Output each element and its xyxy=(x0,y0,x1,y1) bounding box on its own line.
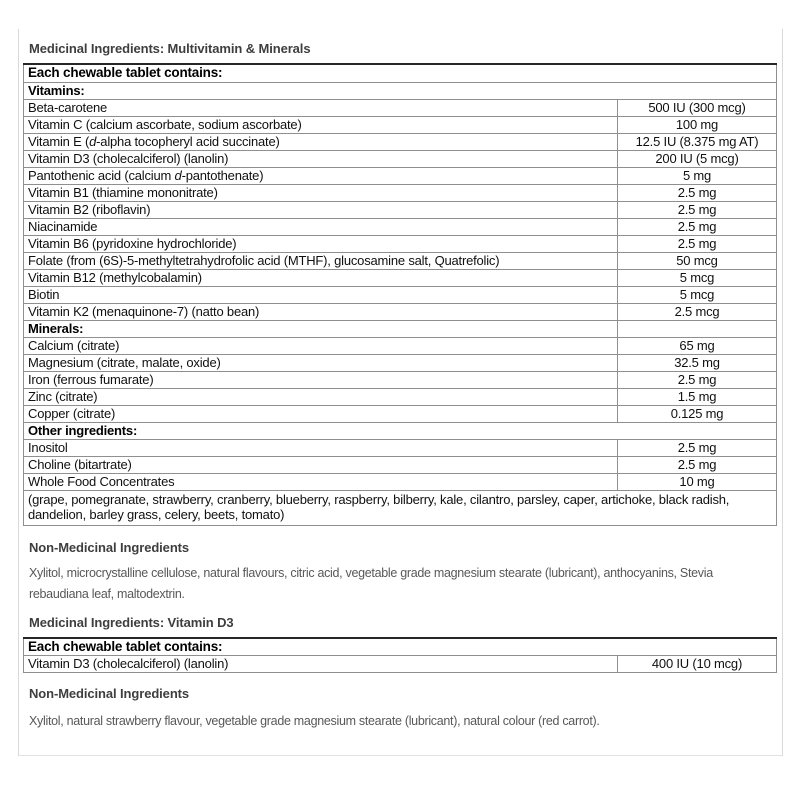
section-row-other-ingredients xyxy=(24,422,777,439)
ingredient-value: 2.5 mg xyxy=(618,218,777,235)
section-label: Vitamins: xyxy=(24,82,777,99)
ingredient-row xyxy=(24,201,777,218)
ingredient-value: 10 mg xyxy=(618,473,777,490)
ingredient-label: Vitamin D3 (cholecalciferol) (lanolin) xyxy=(24,656,618,673)
ingredient-label: Biotin xyxy=(24,286,618,303)
ingredient-row xyxy=(24,656,777,673)
ingredient-row xyxy=(24,405,777,422)
ingredient-row xyxy=(24,354,777,371)
ingredient-row xyxy=(24,473,777,490)
ingredient-value: 2.5 mg xyxy=(618,456,777,473)
ingredient-label: Beta-carotene xyxy=(24,99,618,116)
ingredient-label: Vitamin B1 (thiamine mononitrate) xyxy=(24,184,618,201)
ingredient-value: 5 mcg xyxy=(618,269,777,286)
ingredient-label: Calcium (citrate) xyxy=(24,337,618,354)
ingredient-row xyxy=(24,218,777,235)
ingredient-label: Vitamin B12 (methylcobalamin) xyxy=(24,269,618,286)
ingredient-value: 12.5 IU (8.375 mg AT) xyxy=(618,133,777,150)
ingredient-label: Vitamin K2 (menaquinone-7) (natto bean) xyxy=(24,303,618,320)
ingredient-label: Niacinamide xyxy=(24,218,618,235)
ingredient-value: 2.5 mg xyxy=(618,201,777,218)
ingredient-row xyxy=(24,388,777,405)
ingredient-label: Folate (from (6S)-5-methyltetrahydrofolic acid (MTHF), glucosamine salt, Quatrefolic) xyxy=(24,252,618,269)
ingredient-value: 400 IU (10 mcg) xyxy=(618,656,777,673)
ingredient-row xyxy=(24,116,777,133)
panel-content xyxy=(19,29,782,732)
ingredient-value: 2.5 mcg xyxy=(618,303,777,320)
supplement-table-multivitamin xyxy=(23,63,777,526)
non-medicinal-heading: Non-Medicinal Ingredients xyxy=(29,686,190,701)
ingredient-row xyxy=(24,371,777,388)
ingredient-value: 0.125 mg xyxy=(618,405,777,422)
ingredient-value: 2.5 mg xyxy=(618,184,777,201)
ingredient-value: 5 mcg xyxy=(618,286,777,303)
ingredient-row xyxy=(24,303,777,320)
ingredient-label: Vitamin D3 (cholecalciferol) (lanolin) xyxy=(24,150,618,167)
non-medicinal-text: Xylitol, microcrystalline cellulose, natural flavours, citric acid, vegetable grade magnesium stearate (lubricant), anthocyanins, Stevia rebaudiana leaf, maltodextrin. xyxy=(29,565,713,601)
non-medicinal-heading: Non-Medicinal Ingredients xyxy=(29,539,190,555)
ingredient-label: Vitamin B2 (riboflavin) xyxy=(24,201,618,218)
ingredient-row xyxy=(24,133,777,150)
ingredients-note: (grape, pomegranate, strawberry, cranberry, blueberry, raspberry, bilberry, kale, cilantro, parsley, caper, artichoke, black radish, dandelion, barley grass, celery, beets, tomato) xyxy=(24,490,777,525)
ingredient-value: 100 mg xyxy=(618,116,777,133)
supplement-table-vitamin-d3 xyxy=(23,637,777,674)
ingredient-row xyxy=(24,99,777,116)
ingredient-label: Vitamin C (calcium ascorbate, sodium ascorbate) xyxy=(24,116,618,133)
section-row-vitamins xyxy=(24,82,777,99)
ingredient-row xyxy=(24,439,777,456)
section-label: Minerals: xyxy=(24,320,618,337)
ingredient-value: 500 IU (300 mcg) xyxy=(618,99,777,116)
empty-cell xyxy=(618,320,777,337)
ingredient-label: Iron (ferrous fumarate) xyxy=(24,371,618,388)
table-title-row xyxy=(24,64,777,82)
ingredient-label: Inositol xyxy=(24,439,618,456)
ingredient-label: Magnesium (citrate, malate, oxide) xyxy=(24,354,618,371)
medicinal-heading-vitamin-d3: Medicinal Ingredients: Vitamin D3 xyxy=(29,614,234,630)
ingredient-row xyxy=(24,337,777,354)
ingredient-label: Copper (citrate) xyxy=(24,405,618,422)
ingredient-row xyxy=(24,252,777,269)
ingredient-value: 200 IU (5 mcg) xyxy=(618,150,777,167)
ingredient-value: 2.5 mg xyxy=(618,439,777,456)
ingredient-value: 5 mg xyxy=(618,167,777,184)
ingredient-value: 65 mg xyxy=(618,337,777,354)
ingredient-label: Zinc (citrate) xyxy=(24,388,618,405)
ingredient-label: Vitamin B6 (pyridoxine hydrochloride) xyxy=(24,235,618,252)
ingredient-row xyxy=(24,184,777,201)
ingredient-value: 32.5 mg xyxy=(618,354,777,371)
ingredients-panel xyxy=(18,29,783,756)
ingredient-row xyxy=(24,235,777,252)
non-medicinal-text: Xylitol, natural strawberry flavour, vegetable grade magnesium stearate (lubricant), natural colour (red carrot). xyxy=(29,714,600,728)
section-label: Other ingredients: xyxy=(24,422,777,439)
ingredient-row xyxy=(24,150,777,167)
ingredient-label: Pantothenic acid (calcium d-pantothenate) xyxy=(24,167,618,184)
ingredient-label: Vitamin E (d-alpha tocopheryl acid succinate) xyxy=(24,133,618,150)
table-title: Each chewable tablet contains: xyxy=(24,638,777,656)
table-title-row xyxy=(24,638,777,656)
section-row-minerals xyxy=(24,320,777,337)
ingredient-label: Choline (bitartrate) xyxy=(24,456,618,473)
ingredient-value: 2.5 mg xyxy=(618,235,777,252)
ingredients-note-row xyxy=(24,490,777,525)
table-title: Each chewable tablet contains: xyxy=(24,64,777,82)
ingredient-row xyxy=(24,269,777,286)
ingredient-value: 1.5 mg xyxy=(618,388,777,405)
medicinal-heading-multivitamin: Medicinal Ingredients: Multivitamin & Minerals xyxy=(29,41,311,56)
ingredient-label: Whole Food Concentrates xyxy=(24,473,618,490)
ingredient-value: 50 mcg xyxy=(618,252,777,269)
ingredient-row xyxy=(24,456,777,473)
ingredient-row xyxy=(24,286,777,303)
ingredient-value: 2.5 mg xyxy=(618,371,777,388)
ingredient-row xyxy=(24,167,777,184)
